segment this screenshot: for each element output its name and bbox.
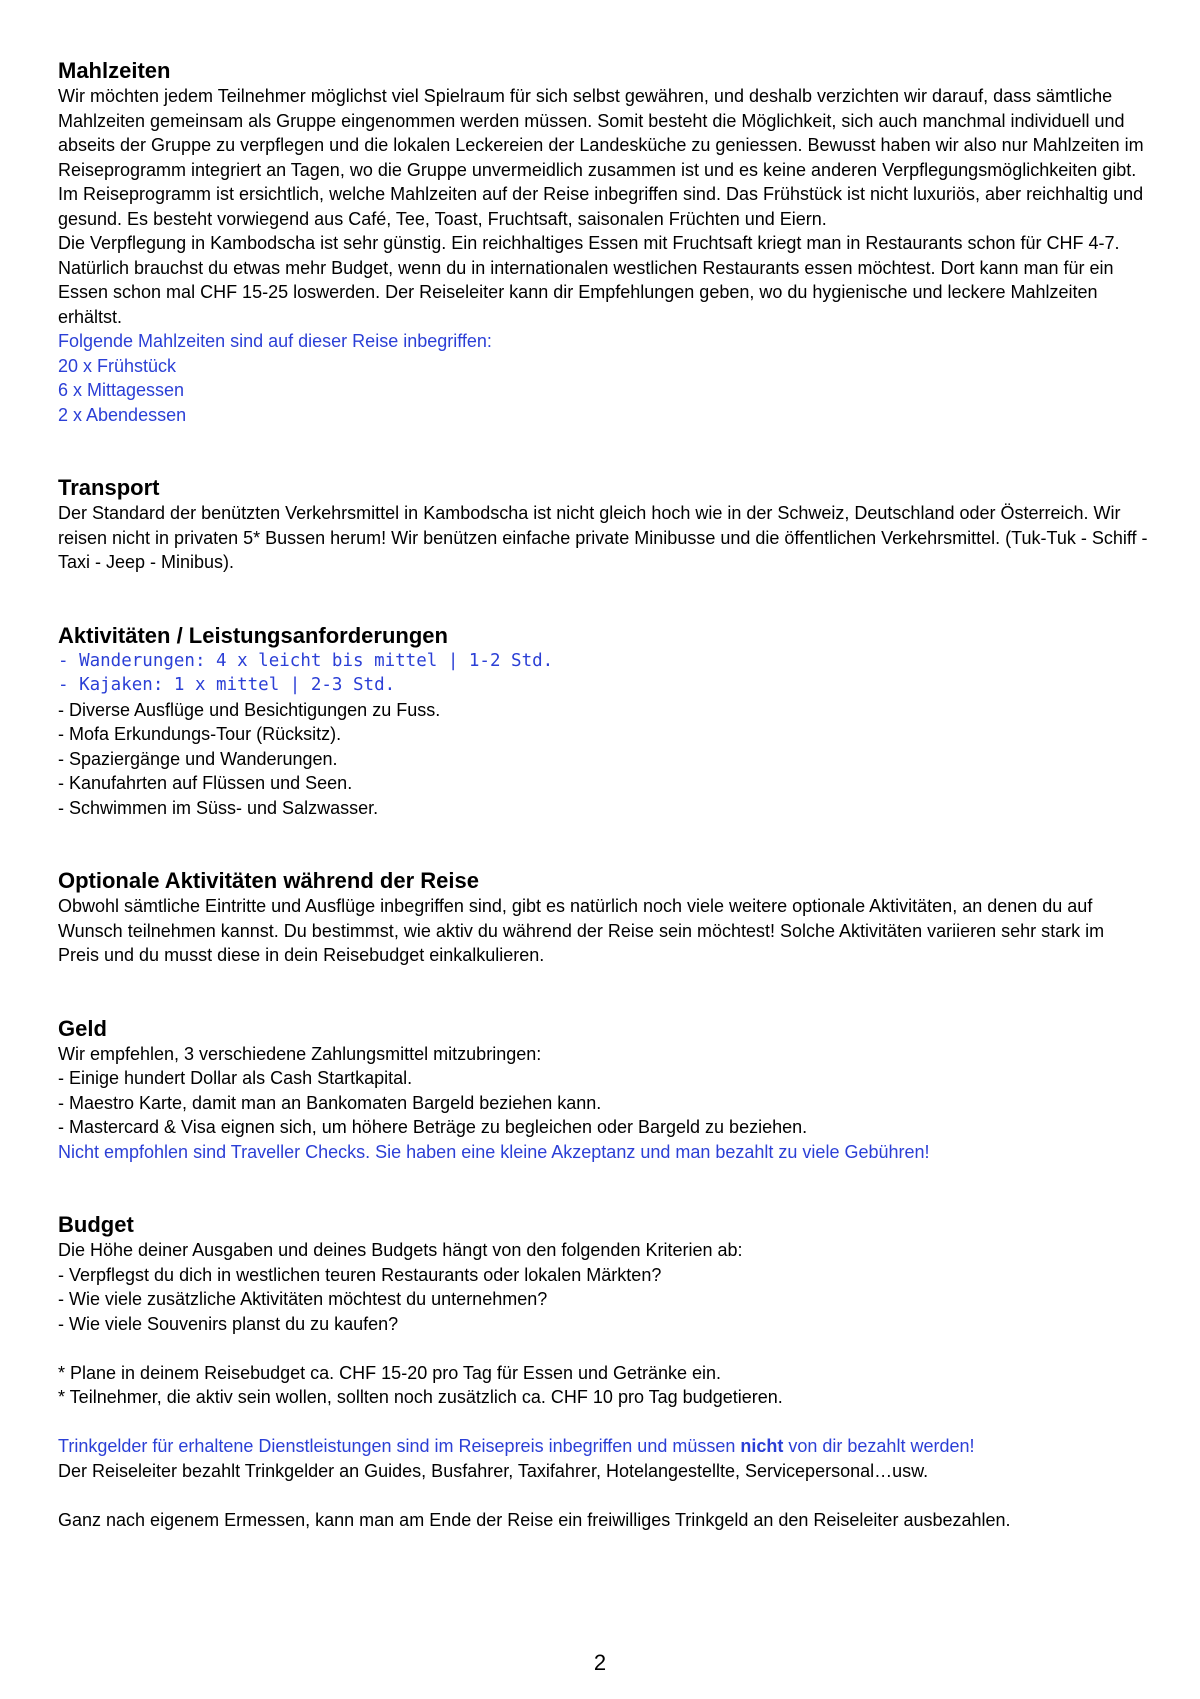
section-title: Budget [58,1212,134,1237]
list-item: - Einige hundert Dollar als Cash Startkapital. [58,1068,413,1088]
section-aktivitaeten [58,623,1148,821]
tip-text: von dir bezahlt werden! [783,1436,975,1456]
document-page [58,58,1148,1532]
tip-emphasis: nicht [740,1436,784,1456]
page-number: 2 [593,1650,607,1675]
tip-text: Trinkgelder für erhaltene Dienstleistungen sind im Reisepreis inbegriffen und müssen [58,1436,741,1456]
list-item: - Wie viele Souvenirs planst du zu kaufen? [58,1313,399,1334]
list-item: 20 x Frühstück [58,355,177,376]
list-item: - Schwimmen im Süss- und Salzwasser. [58,797,379,818]
warning-note: Nicht empfohlen sind Traveller Checks. Sie haben eine kleine Akzeptanz und man bezahlt zu viele Gebühren! [58,1141,930,1162]
closing-note: Ganz nach eigenem Ermessen, kann man am Ende der Reise ein freiwilliges Trinkgeld an den Reiseleiter ausbezahlen. [58,1509,1011,1530]
tip-note [58,1434,1148,1459]
section-optional [58,868,1148,968]
list-item: - Mastercard & Visa eignen sich, um höhere Beträge zu begleichen oder Bargeld zu beziehen. [58,1117,808,1137]
section-mahlzeiten [58,58,1148,427]
section-title: Aktivitäten / Leistungsanforderungen [58,622,448,648]
list-item: - Kanufahrten auf Flüssen und Seen. [58,773,353,793]
list-item: - Spaziergänge und Wanderungen. [58,748,338,769]
highlighted-activity: - Wanderungen: 4 x leicht bis mittel | 1-2 Std. [58,650,554,671]
paragraph: Wir empfehlen, 3 verschiedene Zahlungsmittel mitzubringen: [58,1043,542,1064]
list-item: - Wie viele zusätzliche Aktivitäten möchtest du unternehmen? [58,1289,548,1309]
paragraph: Die Verpflegung in Kambodscha ist sehr günstig. Ein reichhaltiges Essen mit Fruchtsaft kriegt man in Restaurants schon für CHF 4-7. Natürlich brauchst du etwas mehr Budget, wenn du in internationalen westlichen Restaurants essen möchtest. Dort kann man für ein Essen schon mal CHF 15-25 loswerden. Der Reiseleiter kann dir Empfehlungen geben, wo du hygienische und leckere Mahlzeiten erhältst. [58,233,1120,327]
section-geld [58,1016,1148,1165]
list-item: - Mofa Erkundungs-Tour (Rücksitz). [58,724,342,744]
budget-note: * Teilnehmer, die aktiv sein wollen, sollten noch zusätzlich ca. CHF 10 pro Tag budgetieren. [58,1387,783,1407]
section-budget [58,1212,1148,1532]
section-title: Optionale Aktivitäten während der Reise [58,868,479,893]
list-item: - Verpflegst du dich in westlichen teuren Restaurants oder lokalen Märkten? [58,1264,662,1285]
tip-note-line2: Der Reiseleiter bezahlt Trinkgelder an Guides, Busfahrer, Taxifahrer, Hotelangestellte, Servicepersonal…usw. [58,1460,929,1481]
budget-note: * Plane in deinem Reisebudget ca. CHF 15-20 pro Tag für Essen und Getränke ein. [58,1362,722,1383]
list-item: - Maestro Karte, damit man an Bankomaten Bargeld beziehen kann. [58,1092,602,1113]
paragraph: Der Standard der benützten Verkehrsmittel in Kambodscha ist nicht gleich hoch wie in der Schweiz, Deutschland oder Österreich. Wir reisen nicht in privaten 5* Bussen herum! Wir benützen einfache private Minibusse und die öffentlichen Verkehrsmittel. (Tuk-Tuk - Schiff - Taxi - Jeep - Minibus). [58,503,1148,572]
paragraph: Obwohl sämtliche Eintritte und Ausflüge inbegriffen sind, gibt es natürlich noch viele weitere optionale Aktivitäten, an denen du auf Wunsch teilnehmen kannst. Du bestimmst, wie aktiv du während der Reise sein möchtest! Solche Aktivitäten variieren sehr stark im Preis und du musst diese in dein Reisebudget einkalkulieren. [58,896,1105,965]
included-meals-heading: Folgende Mahlzeiten sind auf dieser Reise inbegriffen: [58,331,492,351]
paragraph: Wir möchten jedem Teilnehmer möglichst viel Spielraum für sich selbst gewähren, und deshalb verzichten wir darauf, dass sämtliche Mahlzeiten gemeinsam als Gruppe eingenommen werden müssen. Somit besteht die Möglichkeit, sich auch manchmal individuell und abseits der Gruppe zu verpflegen und die lokalen Leckereien der Landesküche zu geniessen. Bewusst haben wir also nur Mahlzeiten im Reiseprogramm integriert an Tagen, wo die Gruppe unvermeidlich zusammen ist und es keine anderen Verpflegungsmöglichkeiten gibt. Im Reiseprogramm ist ersichtlich, welche Mahlzeiten auf der Reise inbegriffen sind. Das Frühstück ist nicht luxuriös, aber reichhaltig und gesund. Es besteht vorwiegend aus Café, Tee, Toast, Fruchtsaft, saisonalen Früchten und Eiern. [58,86,1144,229]
paragraph: Die Höhe deiner Ausgaben und deines Budgets hängt von den folgenden Kriterien ab: [58,1240,743,1260]
list-item: 6 x Mittagessen [58,380,185,400]
list-item: 2 x Abendessen [58,404,187,425]
list-item: - Diverse Ausflüge und Besichtigungen zu Fuss. [58,699,441,720]
highlighted-activity: - Kajaken: 1 x mittel | 2-3 Std. [58,675,396,695]
section-title: Mahlzeiten [58,58,171,83]
section-title: Transport [58,475,160,500]
section-transport [58,475,1148,575]
section-title: Geld [58,1015,107,1041]
